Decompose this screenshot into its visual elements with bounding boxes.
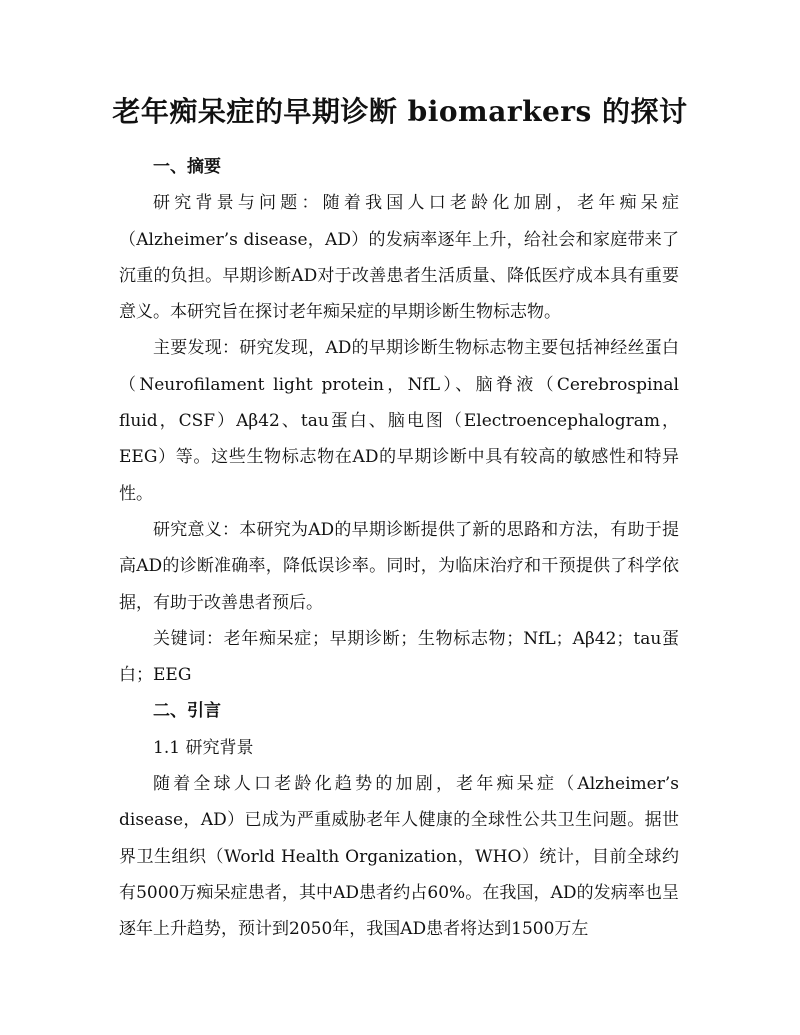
keywords-paragraph: 关键词：老年痴呆症；早期诊断；生物标志物；NfL；Aβ42；tau蛋白；EEG bbox=[119, 628, 679, 686]
research-background-heading: 1.1 研究背景 bbox=[153, 737, 254, 758]
document-title: 老年痴呆症的早期诊断 biomarkers 的探讨 bbox=[112, 95, 688, 128]
abstract-background-paragraph: 研究背景与问题：随着我国人口老龄化加剧，老年痴呆症（Alzheimer’s disease，AD）的发病率逐年上升，给社会和家庭带来了沉重的负担。早期诊断AD对于改善患者生活质量、降低医疗成本具有重要意义。本研究旨在探讨老年痴呆症的早期诊断生物标志物。 bbox=[119, 193, 679, 323]
introduction-heading: 二、引言 bbox=[153, 701, 221, 722]
document-body bbox=[119, 149, 679, 948]
abstract-significance-paragraph: 研究意义：本研究为AD的早期诊断提供了新的思路和方法，有助于提高AD的诊断准确率，降低误诊率。同时，为临床治疗和干预提供了科学依据，有助于改善患者预后。 bbox=[119, 519, 679, 613]
introduction-paragraph: 随着全球人口老龄化趋势的加剧，老年痴呆症（Alzheimer’s disease，AD）已成为严重威胁老年人健康的全球性公共卫生问题。据世界卫生组织（World Health Organization，WHO）统计，目前全球约有5000万痴呆症患者，其中AD患者约占60%。在我国，AD的发病率也呈逐年上升趋势，预计到2050年，我国AD患者将达到1500万左 bbox=[119, 774, 679, 940]
abstract-heading: 一、摘要 bbox=[153, 157, 221, 177]
abstract-findings-paragraph: 主要发现：研究发现，AD的早期诊断生物标志物主要包括神经丝蛋白（Neurofilament light protein，NfL）、脑脊液（Cerebrospinal fluid，CSF）Aβ42、tau蛋白、脑电图（Electroencephalogram，EEG）等。这些生物标志物在AD的早期诊断中具有较高的敏感性和特异性。 bbox=[119, 338, 679, 504]
